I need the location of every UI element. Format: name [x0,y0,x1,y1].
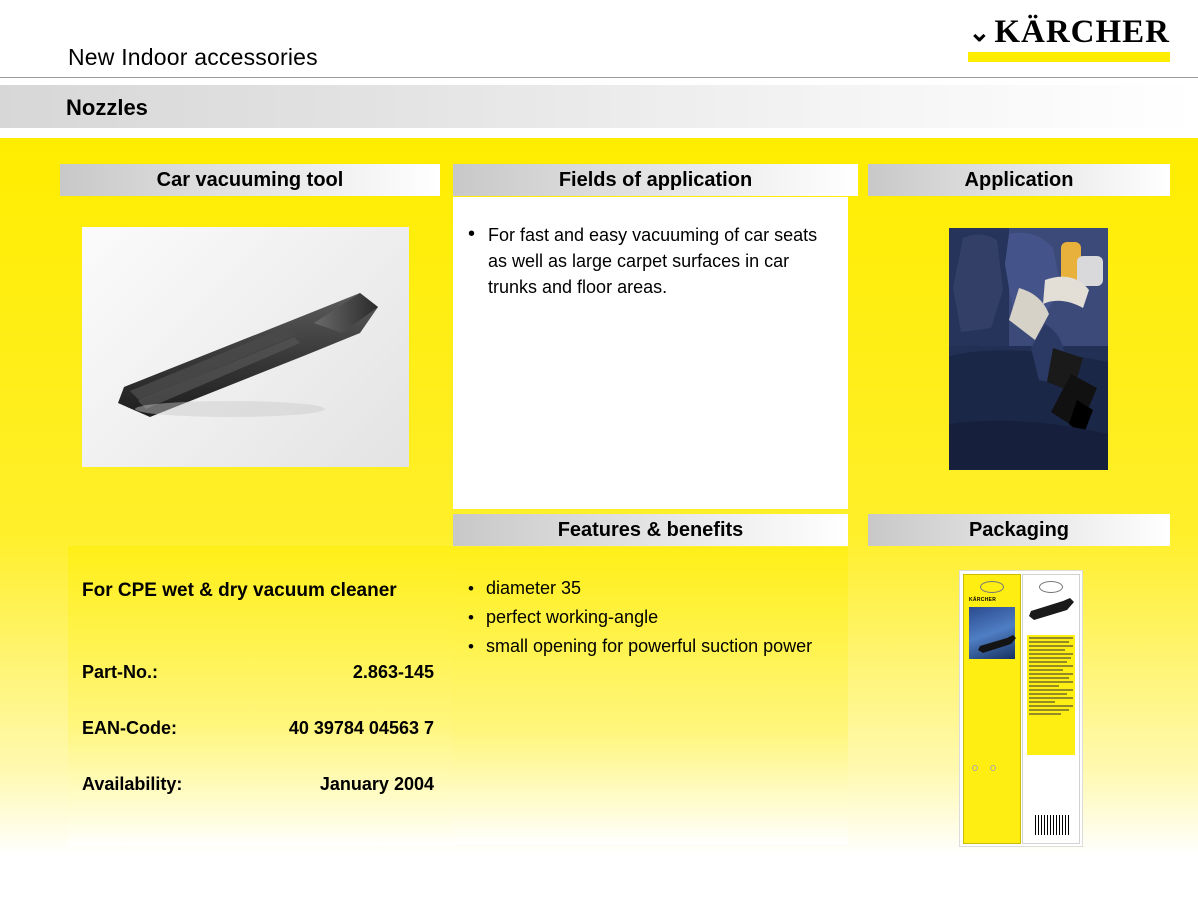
spec-label: Part-No.: [82,662,158,682]
spec-row [82,718,434,739]
application-photo [949,228,1108,470]
spec-row [82,774,434,795]
header-divider [0,77,1198,78]
panel-header-application [868,164,1170,196]
page-footer [0,856,1198,898]
features-list [468,575,838,662]
karcher-chevron-icon: ⌄ [968,17,991,47]
logo-wordmark: KÄRCHER [994,14,1170,50]
packaging-photo [959,570,1083,847]
product-info-title: For CPE wet & dry vacuum cleaner [82,580,397,601]
panel-header-fields-label: Fields of application [558,168,753,191]
list-item [468,604,838,631]
packaging-brand-label: KÄRCHER [969,597,997,603]
logo-wordmark-box [968,14,1170,50]
packaging-dot-icon [990,765,996,771]
panel-header-packaging [868,514,1170,546]
panel-header-product [60,164,440,196]
packaging-dot-icon [972,765,978,771]
spec-value: January 2004 [319,774,434,794]
packaging-front-card [963,574,1021,844]
karcher-logo [968,14,1170,62]
car-vacuuming-nozzle-illustration [110,285,380,425]
packaging-info-block [1027,635,1075,755]
page-header [0,0,1198,78]
bullet-icon: • [468,579,474,598]
product-photo [82,227,409,467]
feature-text: small opening for powerful suction power [486,636,813,656]
barcode-icon [1035,815,1071,835]
spec-label: Availability: [82,774,183,794]
bullet-icon: • [468,637,474,656]
section-title: Nozzles [66,95,148,120]
panel-header-application-label: Application [964,168,1074,191]
packaging-product-image [969,607,1015,659]
list-item [468,633,838,660]
spec-label: EAN-Code: [82,718,177,738]
page-title: New Indoor accessories [68,44,318,70]
feature-text: diameter 35 [486,578,582,598]
section-band [0,85,1198,128]
bullet-icon: • [468,223,476,245]
nozzle-icon [977,633,1017,655]
spec-value: 2.863-145 [352,662,434,682]
panel-header-features [453,514,848,546]
packaging-back-card [1022,574,1080,844]
list-item [468,222,828,300]
spec-row [82,662,434,683]
nozzle-icon [1027,595,1075,623]
panel-header-packaging-label: Packaging [968,518,1070,541]
vacuuming-car-seat-illustration [949,228,1108,470]
hang-hole-icon [1039,581,1063,593]
list-item [468,575,838,602]
fields-item-text: For fast and easy vacuuming of car seats as well as large carpet surfaces in car trunks and floor areas. [488,225,818,297]
logo-yellow-bar [968,52,1170,62]
spec-value: 40 39784 04563 7 [288,718,434,738]
bullet-icon: • [468,608,474,627]
panel-header-fields [453,164,858,196]
panel-header-product-label: Car vacuuming tool [156,168,344,191]
panel-header-features-label: Features & benefits [557,518,744,541]
fields-of-application-list [468,222,828,300]
feature-text: perfect working-angle [486,607,659,627]
hang-hole-icon [980,581,1004,593]
